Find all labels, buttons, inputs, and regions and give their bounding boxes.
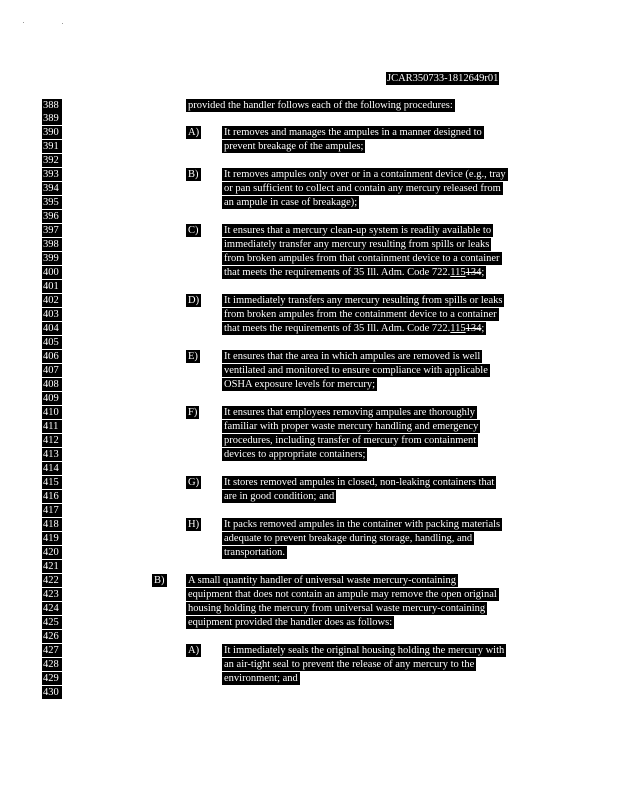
line-number: 407 [42, 364, 62, 377]
item-text-line: It immediately seals the original housing holding the mercury with [224, 645, 505, 656]
line-number: 424 [42, 602, 62, 615]
item-text-line: It stores removed ampules in closed, non-leaking containers that [224, 477, 495, 488]
scan-speck [23, 22, 24, 23]
line-number: 388 [42, 99, 62, 112]
item-marker: F) [188, 407, 198, 418]
item-text-line: ventilated and monitored to ensure compliance with applicable [224, 365, 488, 376]
item-text-line: environment; and [224, 673, 298, 684]
line-number: 420 [42, 546, 62, 559]
line-number: 401 [42, 280, 62, 293]
item-marker: G) [188, 477, 200, 488]
item-text-line: an ampule in case of breakage); [224, 197, 358, 208]
item-marker: E) [188, 351, 198, 362]
item-text-line: immediately transfer any mercury resulting from spills or leaks [224, 239, 490, 250]
item-text-line: It packs removed ampules in the container with packing materials [224, 519, 501, 530]
line-number: 412 [42, 434, 62, 447]
item-text-line: transportation. [224, 547, 285, 558]
line-number: 429 [42, 672, 62, 685]
line-number: 411 [42, 420, 62, 433]
item-text-line: OSHA exposure levels for mercury; [224, 379, 376, 390]
item-text-line: procedures, including transfer of mercury from containment [224, 435, 477, 446]
line-number: 394 [42, 182, 62, 195]
line-number: 402 [42, 294, 62, 307]
citation-inserted: 115 [450, 267, 466, 278]
item-text-line-citation [222, 322, 486, 335]
line-number: 398 [42, 238, 62, 251]
line-number: 418 [42, 518, 62, 531]
item-text-line: adequate to prevent breakage during storage, handling, and [224, 533, 473, 544]
item-text-line: It removes ampules only over or in a containment device (e.g., tray [224, 169, 506, 180]
item-text-line: It immediately transfers any mercury resulting from spills or leaks [224, 295, 503, 306]
item-text-line: It ensures that a mercury clean-up system is readily available to [224, 225, 492, 236]
line-number: 405 [42, 336, 62, 349]
item-text-line: familiar with proper waste mercury handling and emergency [224, 421, 479, 432]
line-number: 427 [42, 644, 62, 657]
citation-text: that meets the requirements of 35 Ill. Adm. Code 722. [224, 267, 451, 278]
item-text-line: are in good condition; and [224, 491, 335, 502]
item-marker: C) [188, 225, 199, 236]
line-number: 404 [42, 322, 62, 335]
intro-text: provided the handler follows each of the following procedures: [188, 100, 453, 111]
line-number: 415 [42, 476, 62, 489]
line-number: 395 [42, 196, 62, 209]
citation-deleted: 134 [465, 267, 482, 278]
line-number: 393 [42, 168, 62, 181]
line-number: 390 [42, 126, 62, 139]
line-number: 400 [42, 266, 62, 279]
line-number: 430 [42, 686, 62, 699]
line-number: 410 [42, 406, 62, 419]
item-text-line: or pan sufficient to collect and contain any mercury released from [224, 183, 501, 194]
item-text-line: an air-tight seal to prevent the release of any mercury to the [224, 659, 475, 670]
item-marker: D) [188, 295, 200, 306]
section-text-line: housing holding the mercury from universal waste mercury-containing [188, 603, 486, 614]
citation-end: ; [481, 267, 485, 278]
citation-deleted: 134 [465, 323, 482, 334]
section-text-line: A small quantity handler of universal waste mercury-containing [188, 575, 456, 586]
line-number: 422 [42, 574, 62, 587]
line-number: 413 [42, 448, 62, 461]
item-marker: A) [188, 645, 200, 656]
line-number: 414 [42, 462, 62, 475]
citation-inserted: 115 [450, 323, 466, 334]
item-text-line: It ensures that the area in which ampules are removed is well [224, 351, 481, 362]
line-number: 399 [42, 252, 62, 265]
section-text-line: equipment provided the handler does as follows: [188, 617, 393, 628]
section-marker: B) [154, 575, 165, 586]
item-text-line: from broken ampules from that containment device to a container [224, 253, 500, 264]
item-marker: B) [188, 169, 199, 180]
line-number: 391 [42, 140, 62, 153]
item-text-line: It removes and manages the ampules in a manner designed to [224, 127, 482, 138]
line-number: 417 [42, 504, 62, 517]
line-number: 426 [42, 630, 62, 643]
line-number: 421 [42, 560, 62, 573]
line-number: 389 [42, 112, 62, 125]
item-marker: H) [188, 519, 200, 530]
line-number: 428 [42, 658, 62, 671]
line-number: 416 [42, 490, 62, 503]
line-number: 403 [42, 308, 62, 321]
item-text-line: devices to appropriate containers; [224, 449, 366, 460]
item-marker: A) [188, 127, 200, 138]
item-text-line-citation [222, 266, 486, 279]
line-number: 406 [42, 350, 62, 363]
citation-end: ; [481, 323, 485, 334]
line-number: 397 [42, 224, 62, 237]
line-number: 396 [42, 210, 62, 223]
citation-text: that meets the requirements of 35 Ill. Adm. Code 722. [224, 323, 451, 334]
document-id: JCAR350733-1812649r01 [387, 73, 499, 84]
item-text-line: It ensures that employees removing ampules are thoroughly [224, 407, 476, 418]
line-number: 408 [42, 378, 62, 391]
section-text-line: equipment that does not contain an ampule may remove the open original [188, 589, 497, 600]
line-number: 425 [42, 616, 62, 629]
line-number: 409 [42, 392, 62, 405]
line-number: 392 [42, 154, 62, 167]
line-number: 419 [42, 532, 62, 545]
item-text-line: from broken ampules from the containment device to a container [224, 309, 497, 320]
line-number: 423 [42, 588, 62, 601]
item-text-line: prevent breakage of the ampules; [224, 141, 364, 152]
scan-speck [62, 23, 63, 24]
